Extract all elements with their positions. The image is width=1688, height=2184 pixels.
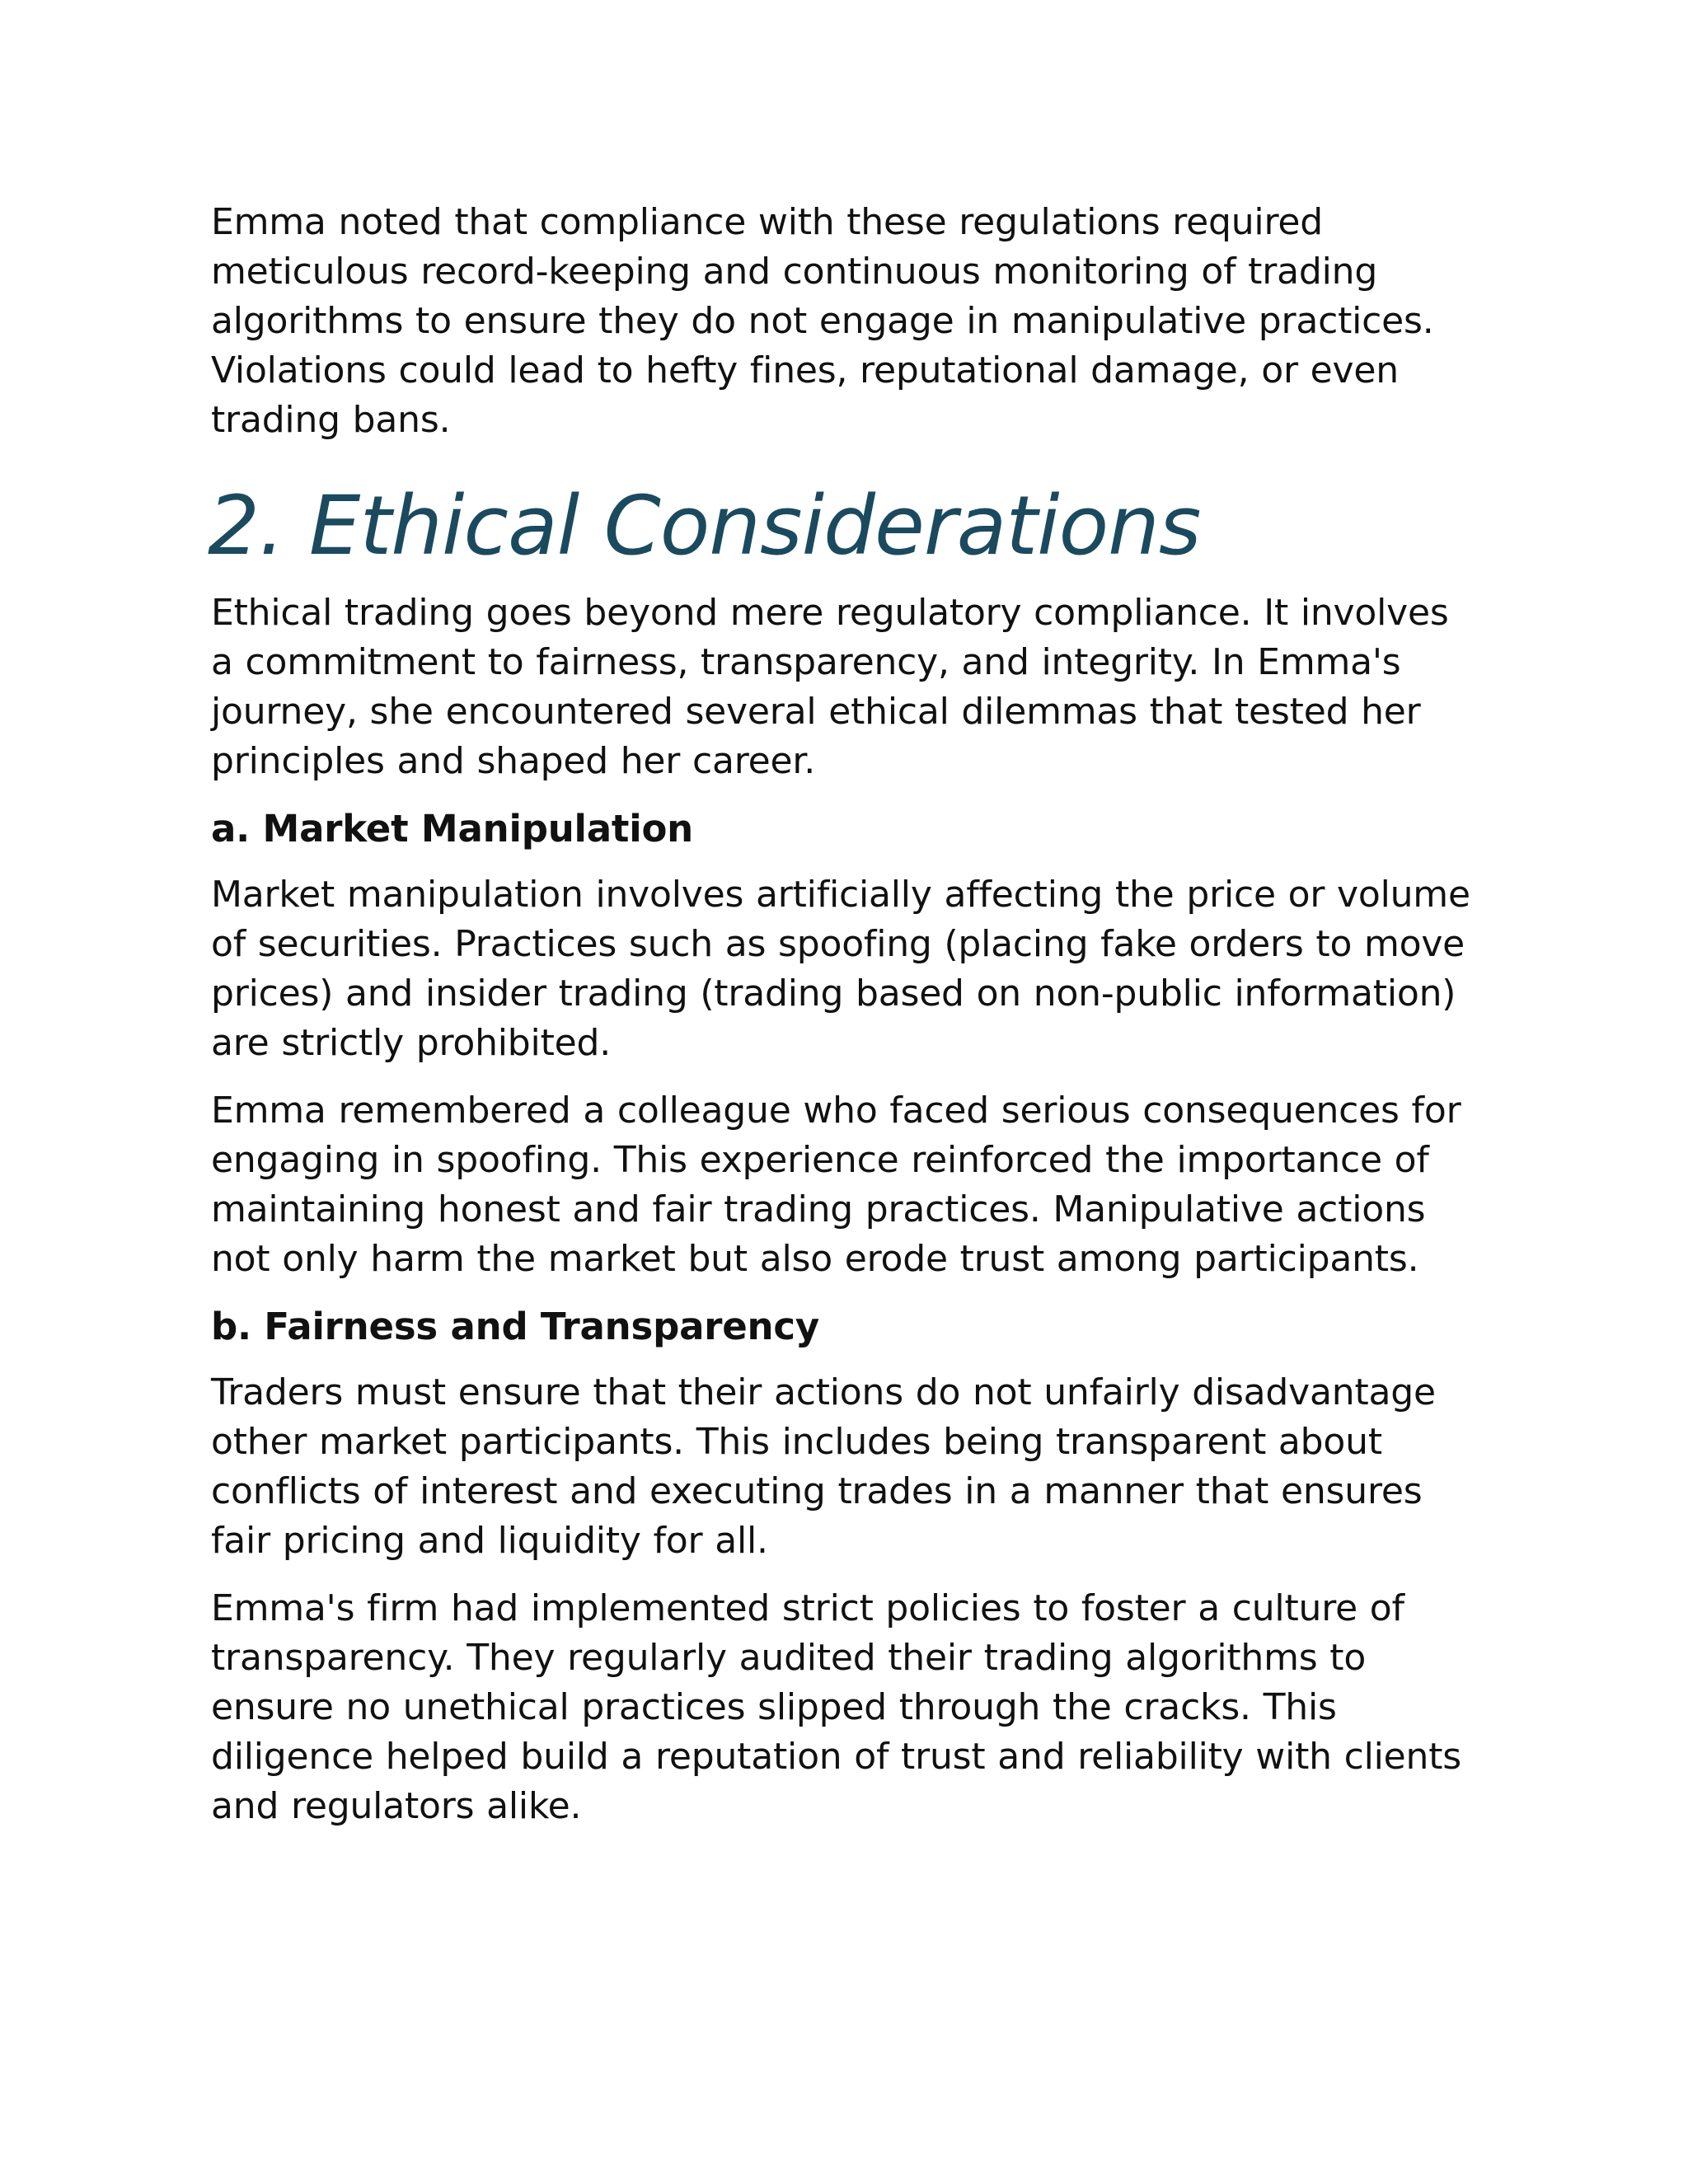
subsection-heading-market-manipulation: a. Market Manipulation [211, 807, 694, 851]
section-intro-paragraph: Ethical trading goes beyond mere regulatory compliance. It involves a commitment to fairness, transparency, and integrity. In Emma's journey, she encountered several ethical dilemmas that tested her principles and shaped her career. [211, 592, 1449, 782]
subsection-heading-fairness-transparency: b. Fairness and Transparency [211, 1305, 819, 1348]
market-manipulation-paragraph-1: Market manipulation involves artificially affecting the price or volume of securities. Practices such as spoofing (placing fake orders to move prices) and insider trading (trading based on non-public information) are strictly prohibited. [211, 874, 1470, 1064]
intro-paragraph: Emma noted that compliance with these regulations required meticulous record-keeping and continuous monitoring of trading algorithms to ensure they do not engage in manipulative practices. Violations could lead to hefty fines, reputational damage, or even trading bans. [211, 201, 1434, 441]
market-manipulation-paragraph-2: Emma remembered a colleague who faced serious consequences for engaging in spoofing. This experience reinforced the importance of maintaining honest and fair trading practices. Manipulative actions not only harm the market but also erode trust among participants. [211, 1090, 1461, 1280]
document-page [208, 198, 1480, 1849]
fairness-transparency-paragraph-2: Emma's firm had implemented strict policies to foster a culture of transparency. They regularly audited their trading algorithms to ensure no unethical practices slipped through the cracks. This diligence helped build a reputation of trust and reliability with clients and regulators alike. [211, 1587, 1462, 1827]
fairness-transparency-paragraph-1: Traders must ensure that their actions do not unfairly disadvantage other market participants. This includes being transparent about conflicts of interest and executing trades in a manner that ensures fair pricing and liquidity for all. [211, 1371, 1436, 1562]
section-title: 2. Ethical Considerations [208, 479, 1201, 574]
